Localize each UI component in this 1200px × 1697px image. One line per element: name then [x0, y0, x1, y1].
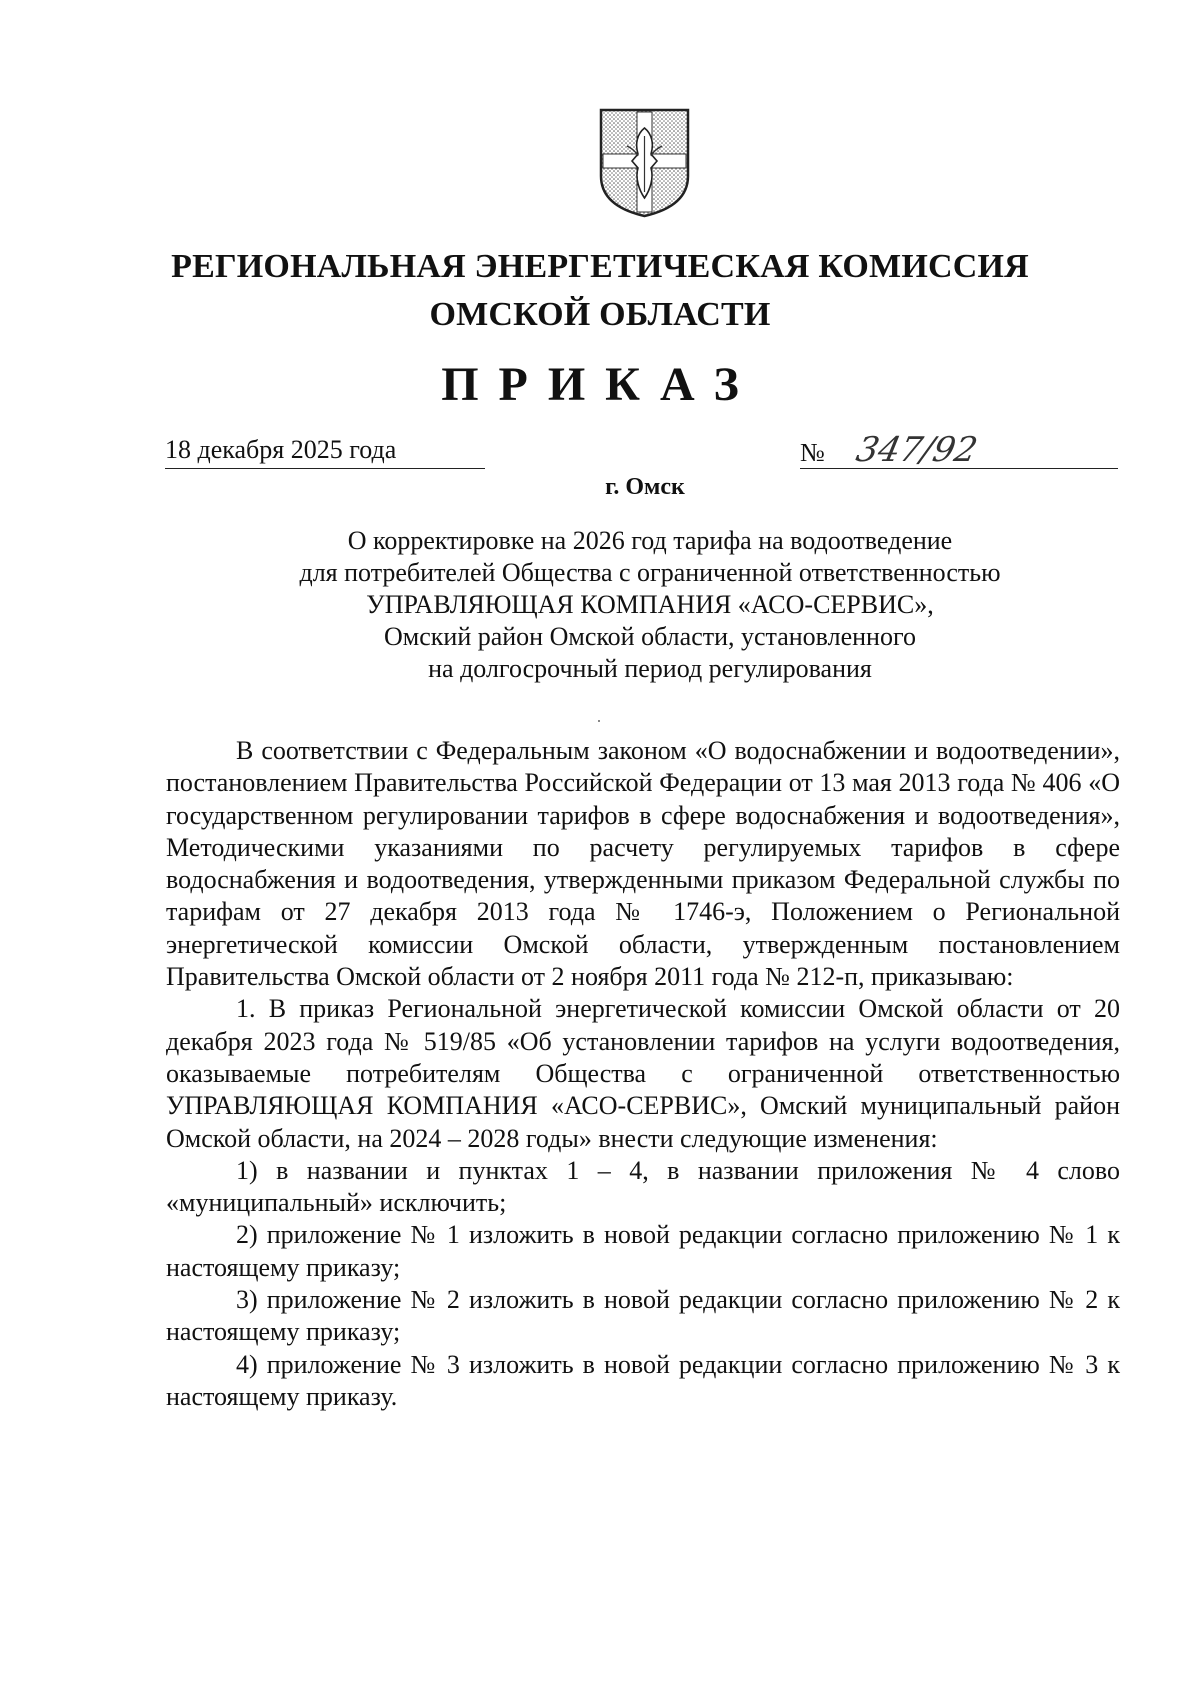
title-line: для потребителей Общества с ограниченной ответственностью: [299, 558, 1001, 587]
order-body: [166, 735, 1120, 1413]
coat-of-arms-icon: [597, 106, 692, 218]
authority-name-line1: РЕГИОНАЛЬНАЯ ЭНЕРГЕТИЧЕСКАЯ КОМИССИЯ: [171, 248, 1029, 285]
item-1-paragraph: 1. В приказ Региональной энергетической комиссии Омской области от 20 декабря 2023 года № 519/85 «Об установлении тарифов на услуги водоотведения, оказываемые потребителям Общества с ограниченной ответственностью УПРАВЛЯЮЩАЯ КОМПАНИЯ «АСО-СЕРВИС», Омский муниципальный район Омской области, на 2024 – 2028 годы» внести следующие изменения:: [166, 994, 1120, 1153]
order-number-value: 347/92: [853, 430, 982, 470]
preamble-paragraph: В соответствии с Федеральным законом «О водоснабжении и водоотведении», постановлением Правительства Российской Федерации от 13 мая 2013 года № 406 «О государственном регулировании тарифов в сфере водоснабжения и водоотведения», Методическими указаниями по расчету регулируемых тарифов в сфере водоснабжения и водоотведения, утвержденными приказом Федеральной службы по тарифам от 27 декабря 2013 года № 1746-э, Положением о Региональной энергетической комиссии Омской области, утвержденным постановлением Правительства Омской области от 2 ноября 2011 года № 212-п, приказываю:: [166, 736, 1120, 992]
subitem-1-paragraph: 1) в названии и пунктах 1 – 4, в названии приложения № 4 слово «муниципальный» исключить;: [166, 1155, 1120, 1218]
order-date: [165, 432, 485, 469]
title-line: Омский район Омской области, установленного: [384, 622, 916, 651]
title-line: О корректировке на 2026 год тарифа на водоотведение: [347, 526, 953, 555]
order-city: г. Омск: [605, 474, 685, 500]
subitem-3-paragraph: 3) приложение № 2 изложить в новой редакции согласно приложению № 2 к настоящему приказу;: [166, 1285, 1120, 1347]
order-title: [150, 525, 1150, 685]
order-number: [800, 432, 1118, 469]
title-line: на долгосрочный период регулирования: [428, 654, 872, 683]
authority-name-line2: ОМСКОЙ ОБЛАСТИ: [429, 296, 771, 333]
title-line: УПРАВЛЯЮЩАЯ КОМПАНИЯ «АСО-СЕРВИС»,: [366, 590, 934, 619]
order-date-text: 18 декабря 2025 года: [165, 435, 397, 464]
subitem-2-paragraph: 2) приложение № 1 изложить в новой редакции согласно приложению № 1 к настоящему приказу;: [166, 1220, 1120, 1282]
scan-speck: [598, 720, 600, 722]
subitem-4-paragraph: 4) приложение № 3 изложить в новой редакции согласно приложению № 3 к настоящему приказу.: [166, 1349, 1120, 1411]
document-type: ПРИКАЗ: [441, 358, 759, 411]
number-sign: №: [800, 438, 825, 467]
